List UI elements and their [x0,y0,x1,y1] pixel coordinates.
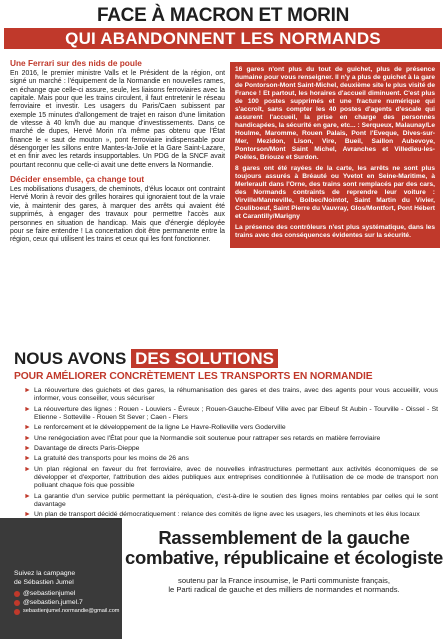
header [4,6,442,49]
list-item-text: La réouverture des guichets et des gares, la réhumanisation des gares et des trains, avec des agents pour vous accueillir, vous informer, vous conseiller, vous sécuriser [34,387,438,403]
list-item-text: Un plan régional en faveur du fret ferroviaire, avec de nouvelles infrastructures permettant aux activités économiques de se développer et d'exporter, l'attribution des aides publiques aux entreprises conditionnée à l'utilisation de ce mode de transport non polluant chaque fois que possible [34,465,438,490]
list-item-text: Le renforcement et le développement de la ligne Le Havre-Rolleville vers Goderville [34,424,286,432]
left-column [10,58,225,247]
arrow-bullet-icon: ► [24,492,31,500]
headline-line1: FACE À MACRON ET MORIN [96,5,349,26]
list-item-text: La garantie d'un service public permettant la péréquation, c'est-à-dire le soutien des lignes moins rentables par celles qui le sont davantage [34,492,438,508]
solutions-list [24,387,438,522]
list-item [24,424,438,432]
slogan-line1: Rassemblement de la gauche [158,527,410,548]
solutions-subtitle: POUR AMÉLIORER CONCRÈTEMENT LES TRANSPORTS EN NORMANDIE [14,371,373,382]
section-title-decider: Décider ensemble, ça change tout [10,174,145,185]
list-item [24,455,438,463]
follow-line: de Sébastien Jumel [14,579,74,586]
arrow-bullet-icon: ► [24,511,31,519]
arrow-bullet-icon: ► [24,424,31,432]
twitter-handle[interactable] [14,589,122,598]
support-line2: le Parti radical de gauche et des milliers de normandes et normands. [168,585,400,595]
info-paragraph: 16 gares n'ont plus du tout de guichet, plus de présence humaine pour vous renseigner. Il n'y a plus de guichet à la gare de Pontorson-Mont Saint-Michel, deuxième site le plus visité de France ! Et partout, les horaires d'accueil diminuent. C'est plus de 100 postes supprimés et une fracture numérique qui s'accroît, sans compter les 40 postes d'agents d'escale qui assurent l'accueil, la prise en charge des personnes handicapées, la sécurité en gare, etc... : Serqueux, Malaunay/Le Houlme, Maromme, Rouen Palais, Pont l'Eveque, Dives-sur-Mer, Mezidon, Lison, Vire, Bueil, Saillon Aubevoye, Pontorson/Mont Saint Michel, Avranches et Villedieu-les-Poêles, Briouze et Surdon. [235,66,435,161]
list-item [24,445,438,453]
handle-text: sebastienjumel.normandie@gmail.com [23,608,120,614]
arrow-bullet-icon: ► [24,387,31,394]
arrow-bullet-icon: ► [24,444,31,452]
email-handle[interactable] [14,607,122,616]
list-item-text: Une renégociation avec l'État pour que la Normandie soit soutenue pour rattraper ses retards en matière ferroviaire [34,434,381,442]
info-paragraph: 8 gares ont été rayées de la carte, les arrêts ne sont plus toujours assurés à Bréauté ou Yvetot en Seine-Maritime, à Merlerault dans l'Orne, des trains sont remplacés par des cars, des Normands contraints de reprendre leur voiture : Virville/Manneville, Bolbec/Nointot, Saint Martin du Vivier, Couliboeuf, Saint Pierre du Vauvray, Glos/Montfort, Pont Hébert et Carantilly/Marigny [235,165,435,220]
list-item-text: Un plan de transport décidé démocratiquement : relance des comités de ligne avec les usagers, les cheminots et les élus locaux [34,511,420,519]
list-item [24,435,438,443]
section-paragraph: En 2016, le premier ministre Valls et le Président de la région, ont signé un marché : l'équipement de la Normandie en nouvelles rames, en échange que celle-ci assure, seule, les liaisons ferroviaires avec la capitale. Mais pour que les trains circulent, il faut entretenir le réseau ferroviaire et investir. Les usagers du Paris/Caen subissent par exemple 15 minutes d'allongement de trajet en raison d'une limitation de vitesse à 40 km/h due au manque d'investissements. Dans ce marché de dupes, Hervé Morin n'a même pas obtenu que l'État finance le « saut de mouton », pont ferroviaire indispensable pour désengorger les sillons entre Mantes-la-Jolie et la Gare Saint-Lazare, et en finir avec les retards insupportables. Un PDG de la SNCF avait pourtant reconnu que celle-ci avait une dette envers la Normandie. [10,70,225,169]
list-item-text: La réouverture des lignes : Rouen - Louviers - Évreux ; Rouen-Gauche-Elbeuf Ville avec par Elbeuf St Aubin - Tourville - Oissel - St Etienne - Sotteville - Rouen St Sever ; Caen - Flers [34,405,438,421]
arrow-bullet-icon: ► [24,465,31,473]
list-item [24,493,438,509]
facebook-icon [14,600,20,606]
solutions-title-highlight: DES SOLUTIONS [131,349,278,368]
arrow-bullet-icon: ► [24,434,31,442]
list-item-text: La gratuité des transports pour les moins de 26 ans [34,455,189,463]
facebook-handle[interactable] [14,598,122,607]
section-title-ferrari: Une Ferrari sur des nids de poule [10,58,142,68]
slogan-line2: combative, républicaine et écologiste [125,547,443,568]
email-icon [14,609,20,615]
footer [0,518,446,639]
handle-text: @sebastienjumel [23,590,76,597]
stations-info-box [230,62,440,248]
info-paragraph: La présence des contrôleurs n'est plus systématique, dans les trains avec des conséquences évidentes sur la sécurité. [235,224,435,239]
list-item [24,387,438,403]
arrow-bullet-icon: ► [24,455,31,463]
list-item [24,466,438,491]
social-panel [0,518,122,639]
arrow-bullet-icon: ► [24,405,31,413]
section-paragraph: Les mobilisations d'usagers, de cheminots, d'élus locaux ont contraint Hervé Morin à revoir des grilles horaires qui ignoraient tout de la vraie vie, à maintenir des gares, à marquer des arrêts qui avaient été supprimés, à engager des travaux pour permettre l'accès aux personnes en situation de handicap. Mais que d'énergie déployée pour se faire entendre ! La concertation doit être permanente entre la région, ceux qui utilisent les trains et ceux qui les font fonctionner. [10,186,225,244]
solutions-title-plain: NOUS AVONS [14,349,132,368]
handle-text: @sebastien.jumel.7 [23,599,83,606]
solutions-title [14,349,434,369]
list-item [24,406,438,422]
support-line1: soutenu par la France insoumise, le Parti communiste français, [178,576,390,585]
twitter-icon [14,591,20,597]
slogan-panel [122,518,446,639]
headline-line2-banner: QUI ABANDONNENT LES NORMANDS [4,28,442,49]
follow-line: Suivez la campagne [14,570,76,577]
list-item-text: Davantage de directs Paris-Dieppe [34,444,140,452]
